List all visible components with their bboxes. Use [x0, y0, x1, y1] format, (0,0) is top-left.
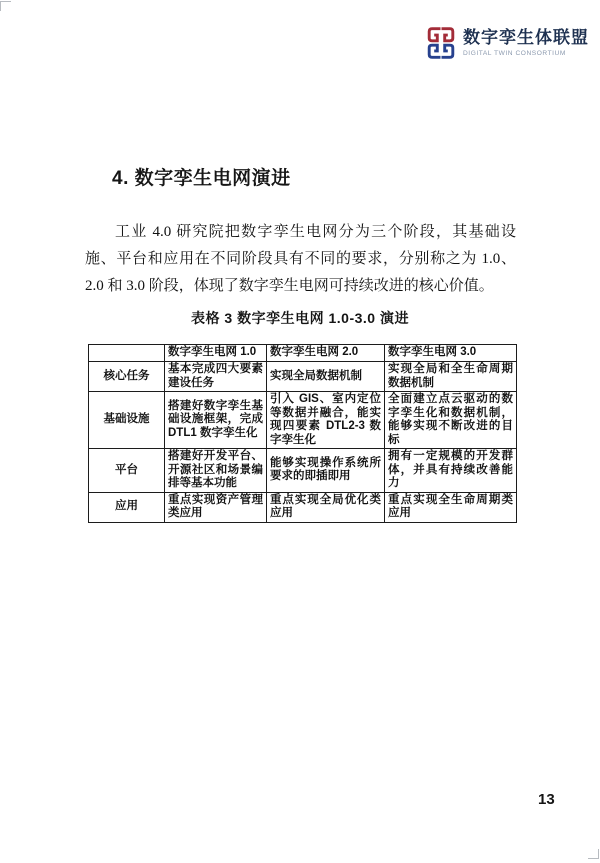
- table-header-row: [89, 345, 517, 362]
- table-row-core-task: [89, 362, 517, 392]
- table-row-application: [89, 492, 517, 522]
- row-label: 应用: [89, 492, 165, 522]
- dtc-logo-text: [463, 28, 589, 58]
- table-cell: 重点实现全生命周期类应用: [385, 492, 517, 522]
- section-title: 4. 数字孪生电网演进: [112, 167, 291, 189]
- dtc-logo-mark-icon: [426, 25, 456, 61]
- table-cell: 重点实现资产管理类应用: [165, 492, 267, 522]
- row-label: 平台: [89, 449, 165, 493]
- table-cell: 引入 GIS、室内定位等数据并融合，能实现四要素 DTL2-3 数字孪生化: [267, 392, 385, 449]
- table-cell: 拥有一定规模的开发群体，并具有持续改善能力: [385, 449, 517, 493]
- table-cell: 搭建好数字孪生基础设施框架，完成 DTL1 数字孪生化: [165, 392, 267, 449]
- header-cell-blank: [89, 345, 165, 362]
- header-cell-grid-2: 数字孪生电网 2.0: [267, 345, 385, 362]
- row-label: 基础设施: [89, 392, 165, 449]
- table-cell: 实现全局和全生命周期数据机制: [385, 362, 517, 392]
- table-cell: 全面建立点云驱动的数字孪生化和数据机制，能够实现不断改进的目标: [385, 392, 517, 449]
- table-cell: 能够实现操作系统所要求的即插即用: [267, 449, 385, 493]
- header-cell-grid-1: 数字孪生电网 1.0: [165, 345, 267, 362]
- page-number: 13: [538, 791, 555, 808]
- table-row-platform: [89, 449, 517, 493]
- brand-name-cn: 数字孪生体联盟: [463, 28, 589, 47]
- page-frame-corner-top-left: [0, 1, 11, 11]
- table-cell: 基本完成四大要素建设任务: [165, 362, 267, 392]
- table-cell: 搭建好开发平台、开源社区和场景编排等基本功能: [165, 449, 267, 493]
- body-paragraph: 工业 4.0 研究院把数字孪生电网分为三个阶段，其基础设施、平台和应用在不同阶段具有不同的要求，分别称之为 1.0、2.0 和 3.0 阶段，体现了数字孪生电网可持续改进的核心价值。: [85, 224, 516, 294]
- evolution-table: [88, 344, 517, 523]
- header-cell-grid-3: 数字孪生电网 3.0: [385, 345, 517, 362]
- dtc-logo: [426, 25, 589, 61]
- row-label: 核心任务: [89, 362, 165, 392]
- table-caption: 表格 3 数字孪生电网 1.0-3.0 演进: [191, 310, 409, 326]
- brand-name-en: DIGITAL TWIN CONSORTIUM: [463, 50, 566, 57]
- table-cell: 实现全局数据机制: [267, 362, 385, 392]
- page-frame-corner-bottom-right: [588, 849, 599, 859]
- table-row-infrastructure: [89, 392, 517, 449]
- table-cell: 重点实现全局优化类应用: [267, 492, 385, 522]
